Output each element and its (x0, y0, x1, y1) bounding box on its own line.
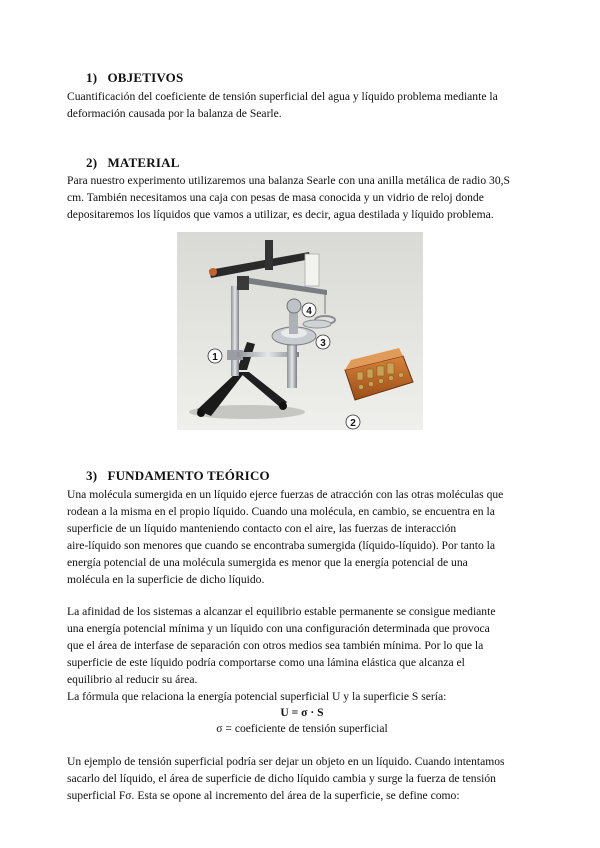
figure-label-1: 1 (212, 352, 218, 363)
text-line: La fórmula que relaciona la energía potencial superficial U y la superficie S sería: (67, 690, 447, 703)
section-2-heading (86, 155, 180, 171)
figure-label-2: 2 (350, 418, 356, 429)
text-line: superficial Fσ. Esta se opone al incremento del área de la superficie, se define como: (67, 789, 460, 802)
searle-balance-photo (177, 232, 423, 430)
text-line: equilibrio al reducir su área. (67, 673, 198, 686)
text-line: deformación causada por la balanza de Searle. (67, 107, 282, 120)
text-line: La afinidad de los sistemas a alcanzar el equilibrio estable permanente se consigue mediante (67, 605, 496, 618)
section-2-number: 2) (86, 155, 98, 170)
text-line: superficie de un líquido manteniendo contacto con el aire, las fuerzas de interacción (67, 522, 457, 535)
section-3-number: 3) (86, 468, 98, 483)
figure-label-4: 4 (306, 306, 312, 317)
text-line: aire-líquido son menores que cuando se encontraba sumergida (líquido-líquido). Por tanto la (67, 539, 496, 552)
text-line: molécula en la superficie de dicho líquido. (67, 573, 265, 586)
text-line: rodean a la misma en el propio líquido. Cuando una molécula, en cambio, se encuentra en la (67, 505, 495, 518)
section-3-paragraph-3 (67, 753, 537, 804)
text-line: Para nuestro experimento utilizaremos una balanza Searle con una anilla metálica de radio 30,S (67, 174, 510, 187)
section-1-title: OBJETIVOS (107, 70, 184, 85)
section-1-heading (86, 70, 183, 86)
text-line: cm. También necesitamos una caja con pesas de masa conocida y un vidrio de reloj donde (67, 191, 484, 204)
section-3-title: FUNDAMENTO TEÓRICO (107, 468, 270, 483)
text-line: Cuantificación del coeficiente de tensión superficial del agua y líquido problema mediante la (67, 90, 498, 103)
text-line: superficie de este líquido podría comportarse como una lámina elástica que alcanza el (67, 656, 465, 669)
figure-label-3: 3 (320, 338, 326, 349)
formula-note: σ = coeficiente de tensión superficial (216, 722, 388, 735)
text-line: Un ejemplo de tensión superficial podría ser dejar un objeto en un líquido. Cuando intentamos (67, 755, 505, 768)
section-3-paragraph-2 (67, 603, 537, 705)
text-line: una energía potencial mínima y un líquido con una configuración determinada que provoca (67, 622, 490, 635)
section-2-body (67, 172, 537, 223)
section-3-heading (86, 468, 270, 484)
section-3-paragraph-1 (67, 486, 537, 588)
section-2-title: MATERIAL (107, 155, 180, 170)
text-line: que el área de interfase de separación con otros medios sea también mínima. Por lo que la (67, 639, 484, 652)
formula: U = σ · S (280, 706, 324, 719)
section-1-body (67, 88, 537, 122)
text-line: Una molécula sumergida en un líquido ejerce fuerzas de atracción con las otras moléculas que (67, 488, 504, 501)
text-line: depositaremos los líquidos que vamos a utilizar, es decir, agua destilada y líquido problema. (67, 208, 494, 221)
text-line: energía potencial de una molécula sumergida es menor que la energía potencial de una (67, 556, 468, 569)
text-line: sacarlo del líquido, el área de superficie de dicho líquido cambia y surge la fuerza de tensión (67, 772, 496, 785)
section-1-number: 1) (86, 70, 98, 85)
